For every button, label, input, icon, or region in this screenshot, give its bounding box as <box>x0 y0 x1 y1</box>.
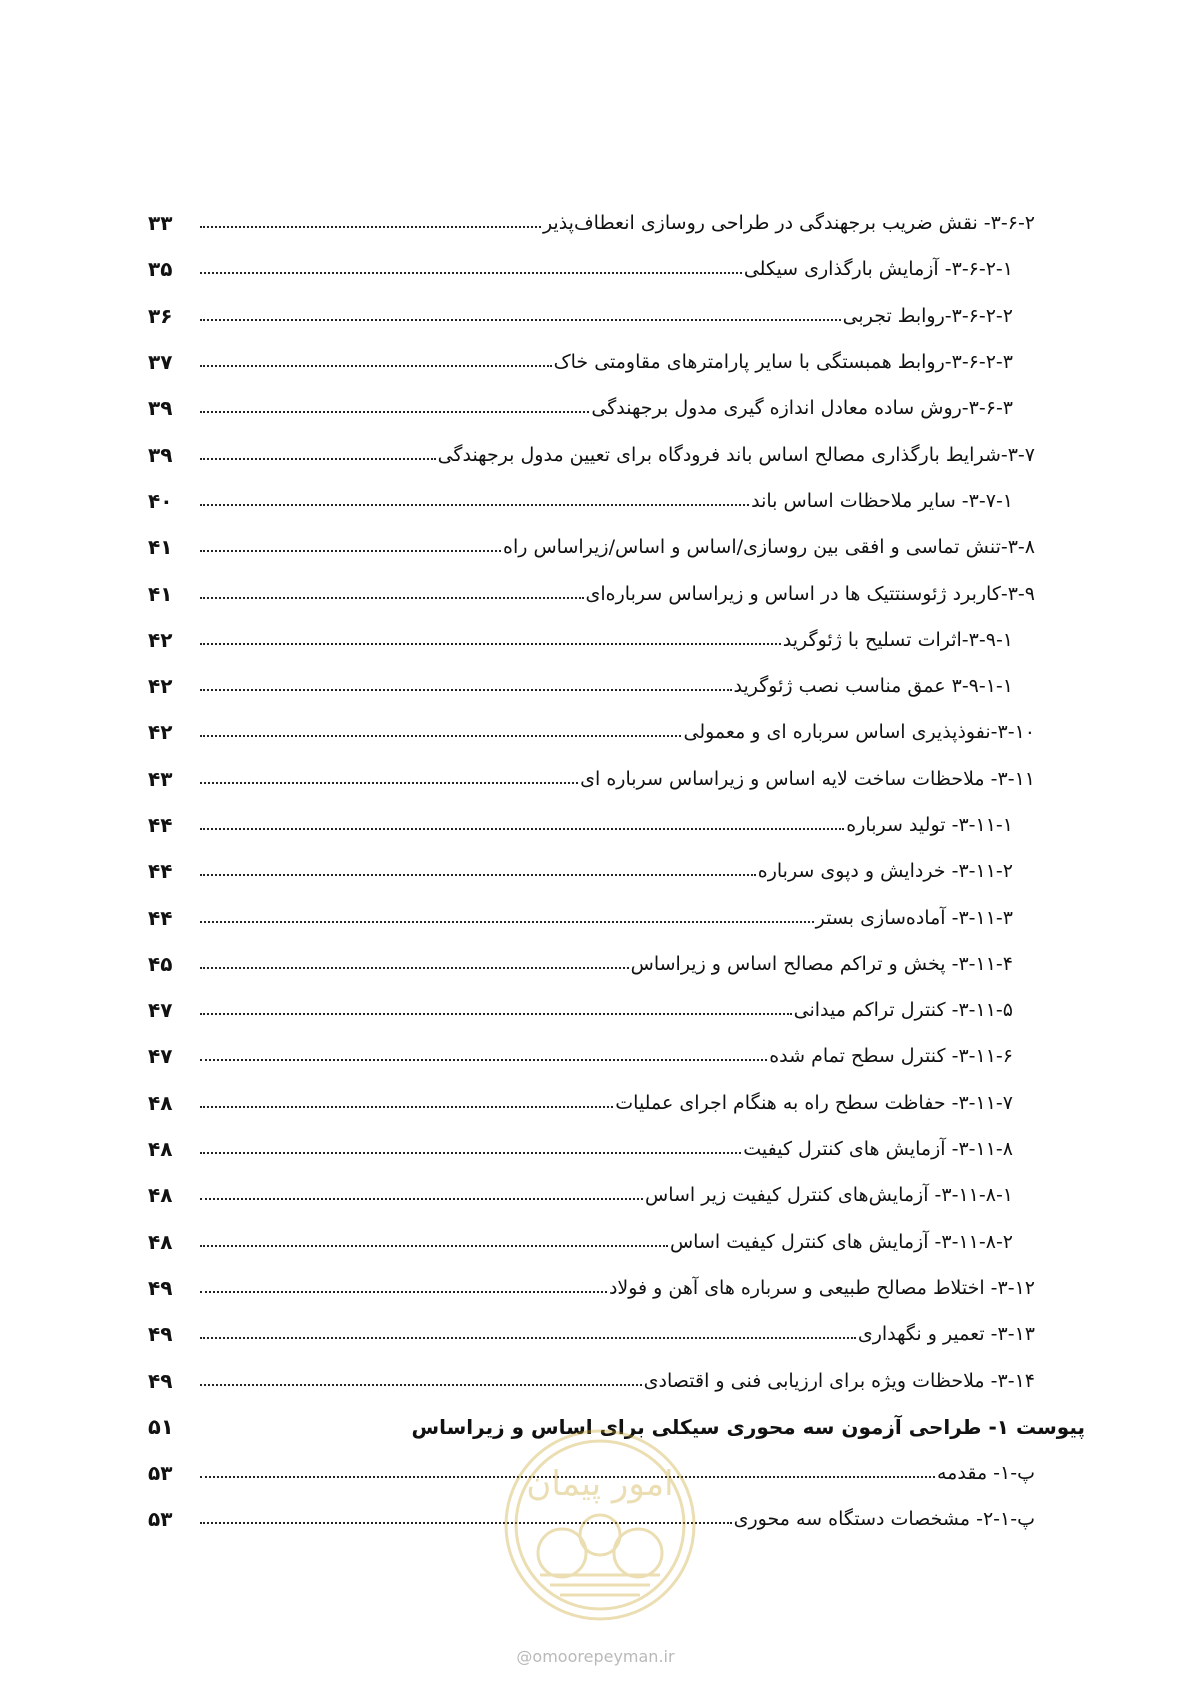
toc-row[interactable] <box>0 1126 1191 1172</box>
toc-page-number: ۴۱ <box>148 581 173 606</box>
toc-page-number: ۴۵ <box>148 951 173 976</box>
toc-page-number: ۴۰ <box>148 488 173 513</box>
toc-row[interactable] <box>0 1080 1191 1126</box>
toc-page-number: ۳۷ <box>148 350 173 375</box>
watermark-text: امور پیمان <box>526 1464 674 1504</box>
toc-entry-title: ۳-۱۱-۱- تولید سرباره <box>846 814 1013 836</box>
toc-row[interactable] <box>0 339 1191 385</box>
dot-leader <box>200 921 814 923</box>
toc-row[interactable] <box>0 1172 1191 1218</box>
dot-leader <box>200 735 681 737</box>
toc-row[interactable] <box>0 848 1191 894</box>
toc-row[interactable] <box>0 709 1191 755</box>
dot-leader <box>200 272 742 274</box>
toc-entry-title: ۳-۶-۳-روش ساده معادل اندازه گیری مدول برجهندگی <box>591 397 1013 420</box>
dot-leader <box>200 689 732 691</box>
toc-entry-title: ۳-۱۱-۸- آزمایش های کنترل کیفیت <box>743 1138 1013 1161</box>
toc-entry-title: ۳-۱۱-۲- خردایش و دپوی سرباره <box>757 860 1013 883</box>
toc-row[interactable] <box>0 293 1191 339</box>
toc-entry-title: ۳-۱۱-۶- کنترل سطح تمام شده <box>769 1045 1013 1068</box>
toc-entry-title: ۳-۱۱-۵- کنترل تراکم میدانی <box>793 999 1013 1022</box>
toc-entry-title: ۳-۸-تنش تماسی و افقی بین روسازی/اساس و اساس/زیراساس راه <box>503 536 1035 559</box>
toc-row[interactable] <box>0 802 1191 848</box>
toc-entry-title: ۳-۹-۱-اثرات تسلیح با ژئوگرید <box>782 628 1013 651</box>
toc-row[interactable] <box>0 663 1191 709</box>
toc-row[interactable] <box>0 524 1191 570</box>
toc-page-number: ۴۹ <box>148 1275 173 1300</box>
dot-leader <box>200 1291 607 1293</box>
toc-row[interactable] <box>0 1265 1191 1311</box>
toc-page-number: ۴۸ <box>148 1183 173 1208</box>
toc-page-number: ۴۳ <box>148 766 173 791</box>
dot-leader <box>200 411 589 413</box>
toc-page-number: ۳۹ <box>148 442 173 467</box>
toc-row[interactable] <box>0 1033 1191 1079</box>
toc-row[interactable] <box>0 894 1191 940</box>
toc-row[interactable] <box>0 246 1191 292</box>
toc-page-number: ۴۸ <box>148 1137 173 1162</box>
toc-page-number: ۳۵ <box>148 257 173 282</box>
toc-page-number: ۵۳ <box>148 1461 173 1486</box>
toc-row[interactable] <box>0 431 1191 477</box>
dot-leader <box>200 319 841 321</box>
toc-page-number: ۴۲ <box>148 720 173 745</box>
toc-entry-title: ۳-۹-۱-۱ عمق مناسب نصب ژئوگرید <box>733 675 1013 698</box>
toc-row[interactable] <box>0 1219 1191 1265</box>
toc-page-number: ۵۳ <box>148 1507 173 1532</box>
dot-leader <box>200 597 584 599</box>
dot-leader <box>200 828 844 830</box>
toc-entry-title: ۳-۱۱- ملاحظات ساخت لایه اساس و زیراساس سرباره ای <box>580 767 1035 790</box>
toc-page-number: ۴۹ <box>148 1368 173 1393</box>
footer-site: @omoorepeyman.ir <box>516 1647 675 1666</box>
dot-leader <box>200 226 541 228</box>
toc-page-number: ۳۹ <box>148 396 173 421</box>
toc-entry-title: ۳-۱۱-۸-۲- آزمایش های کنترل کیفیت اساس <box>669 1230 1013 1253</box>
toc-entry-title: ۳-۶-۲-۲-روابط تجربی <box>842 304 1013 327</box>
toc-page-number: ۴۴ <box>148 905 173 930</box>
dot-leader <box>200 643 781 645</box>
toc-row[interactable] <box>0 987 1191 1033</box>
toc-page-number: ۴۸ <box>148 1090 173 1115</box>
toc-page-number: ۳۳ <box>148 211 173 236</box>
toc-row[interactable] <box>0 385 1191 431</box>
toc-page-number: ۴۱ <box>148 535 173 560</box>
toc-page-number: ۴۲ <box>148 627 173 652</box>
toc-page-number: ۳۶ <box>148 303 173 328</box>
toc-entry-title: ۳-۱۲- اختلاط مصالح طبیعی و سرباره های آهن و فولاد <box>608 1276 1035 1299</box>
toc-entry-title: پ-۱- مقدمه <box>937 1462 1035 1485</box>
dot-leader <box>200 1152 741 1154</box>
toc-appendix-title: پیوست ۱- طراحی آزمون سه محوری سیکلی برای اساس و زیراساس <box>411 1414 1085 1439</box>
toc-entry-title: ۳-۱۴- ملاحظات ویژه برای ارزیابی فنی و اقتصادی <box>643 1369 1035 1392</box>
toc-entry-title: ۳-۶-۲- نقش ضریب برجهندگی در طراحی روسازی انعطاف‌پذیر <box>542 212 1035 235</box>
toc-page-number: ۴۸ <box>148 1229 173 1254</box>
dot-leader <box>200 1013 792 1015</box>
table-of-contents <box>0 200 1191 1543</box>
toc-entry-title: ۳-۱۱-۷- حفاظت سطح راه به هنگام اجرای عملیات <box>615 1091 1013 1114</box>
toc-page-number: ۴۴ <box>148 859 173 884</box>
toc-entry-title: ۳-۷-شرایط بارگذاری مصالح اساس باند فرودگاه برای تعیین مدول برجهندگی <box>437 443 1035 466</box>
toc-row[interactable] <box>0 617 1191 663</box>
toc-row[interactable] <box>0 200 1191 246</box>
dot-leader <box>200 1198 643 1200</box>
toc-row[interactable] <box>0 1311 1191 1357</box>
toc-entry-title: پ-۱-۲- مشخصات دستگاه سه محوری <box>733 1508 1035 1531</box>
dot-leader <box>200 1337 856 1339</box>
dot-leader <box>200 365 552 367</box>
toc-page-number: ۴۷ <box>148 1044 173 1069</box>
dot-leader <box>200 782 578 784</box>
toc-row[interactable] <box>0 478 1191 524</box>
toc-entry-title: ۳-۱۰-نفوذپذیری اساس سرباره ای و معمولی <box>683 721 1035 744</box>
toc-page-number: ۴۷ <box>148 998 173 1023</box>
toc-page-number: ۵۱ <box>148 1414 174 1439</box>
toc-entry-title: ۳-۱۱-۳- آماده‌سازی بستر <box>815 906 1013 929</box>
toc-row[interactable] <box>0 1357 1191 1403</box>
toc-entry-title: ۳-۶-۲-۳-روابط همبستگی با سایر پارامترهای مقاومتی خاک <box>553 351 1013 374</box>
toc-entry-title: ۳-۱۱-۸-۱- آزمایش‌های کنترل کیفیت زیر اساس <box>645 1184 1013 1207</box>
toc-entry-title: ۳-۷-۱- سایر ملاحظات اساس باند <box>751 489 1013 512</box>
toc-entry-title: ۳-۱۳- تعمیر و نگهداری <box>857 1323 1035 1346</box>
dot-leader <box>200 967 629 969</box>
toc-page-number: ۴۴ <box>148 813 173 837</box>
toc-page-number: ۴۹ <box>148 1322 173 1347</box>
toc-entry-title: ۳-۶-۲-۱- آزمایش بارگذاری سیکلی <box>743 258 1013 281</box>
dot-leader <box>200 1106 613 1108</box>
dot-leader <box>200 504 749 506</box>
toc-page-number: ۴۲ <box>148 674 173 699</box>
dot-leader <box>200 1245 668 1247</box>
toc-entry-title: ۳-۹-کاربرد ژئوسنتتیک ها در اساس و زیراساس سرباره‌ای <box>585 582 1035 605</box>
toc-entry-title: ۳-۱۱-۴- پخش و تراکم مصالح اساس و زیراساس <box>630 952 1013 975</box>
toc-row[interactable] <box>0 570 1191 616</box>
dot-leader <box>200 1384 642 1386</box>
toc-row[interactable] <box>0 756 1191 802</box>
toc-row[interactable] <box>0 941 1191 987</box>
dot-leader <box>200 874 756 876</box>
dot-leader <box>200 1059 767 1061</box>
dot-leader <box>200 458 436 460</box>
dot-leader <box>200 550 501 552</box>
watermark-seal-icon <box>500 1425 700 1625</box>
